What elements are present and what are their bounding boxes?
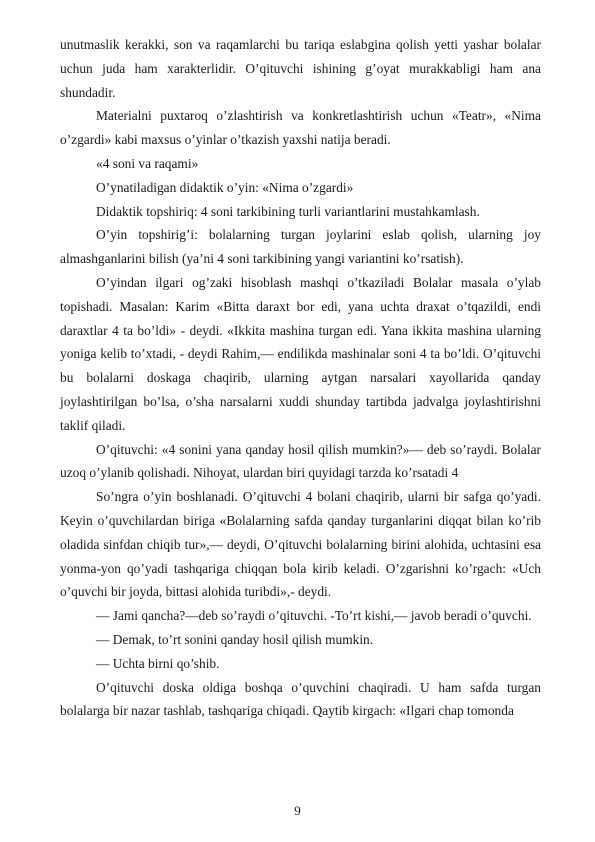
paragraph-2: Materialni puxtaroq o’zlashtirish va konkretlashtirish uchun «Teatr», «Nima o’zgardi» kabi maxsus o’yinlar o’tkazish yaxshi natija beradi. bbox=[60, 108, 541, 148]
paragraph-4: O’ynatiladigan didaktik o’yin: «Nima o’zgardi» bbox=[96, 179, 354, 195]
page-number: 9 bbox=[294, 803, 301, 818]
paragraph-9: So’ngra o’yin boshlanadi. O’qituvchi 4 bolani chaqirib, ularni bir safga qo’yadi. Keyin o’quvchilardan biriga «Bolalarning safda qanday turganlarini diqqat bilan ko’rib oladida sinfdan chiqib tur»,— deydi, O’qituvchi bolalarning birini alohida, uchtasini esa yonma-yon qo’yadi tashqariga chiqqan bola kirib keladi. O’zgarishni ko’rgach: «Uch o’quvchi bir joyda, bittasi alohida turibdi»,- deydi. bbox=[60, 489, 541, 600]
paragraph-1: unutmaslik kerakki, son va raqamlarchi bu tariqa eslabgina qolish yetti yashar bolalar uchun juda ham xarakterlidir. O’qituvchi ishining g’oyat murakkabligi ham ana shundadir. bbox=[60, 37, 541, 100]
paragraph-13: O’qituvchi doska oldiga boshqa o’quvchini chaqiradi. U ham safda turgan bolalarga bir nazar tashlab, tashqariga chiqadi. Qaytib kirgach: «Ilgari chap tomonda bbox=[60, 679, 541, 719]
paragraph-11: — Demak, to’rt sonini qanday hosil qilish mumkin. bbox=[96, 631, 374, 647]
paragraph-5: Didaktik topshiriq: 4 soni tarkibining turli variantlarini mustahkamlash. bbox=[96, 203, 480, 219]
paragraph-7: O’yindan ilgari og’zaki hisoblash mashqi o’tkaziladi Bolalar masala o’ylab topishadi. Masalan: Karim «Bitta daraxt bor edi, yana uchta draxat o’tqazildi, endi daraxtlar 4 ta bo’ldi» - deydi. «Ikkita mashina turgan edi. Yana ikkita mashina ularning yoniga kelib to’xtadi, - deydi Rahim,— endilikda mashinalar soni 4 ta bo’ldi. O’qituvchi bu bolalarni doskaga chaqirib, ularning aytgan narsalari xayollarida qanday joylashtirilgan bo’lsa, o’sha narsalarni xuddi shunday tartibda jadvalga joylashtirishni taklif qiladi. bbox=[60, 274, 541, 433]
document-body bbox=[60, 33, 541, 723]
paragraph-12: — Uchta birni qo’shib. bbox=[96, 655, 220, 671]
paragraph-8: O’qituvchi: «4 sonini yana qanday hosil qilish mumkin?»— deb so’raydi. Bolalar uzoq o’ylanib qolishadi. Nihoyat, ulardan biri quyidagi tarzda ko’rsatadi 4 bbox=[60, 441, 541, 481]
paragraph-10: — Jami qancha?—deb so’raydi o’qituvchi. -To’rt kishi,— javob beradi o’quvchi. bbox=[96, 608, 532, 624]
paragraph-6: O’yin topshirig’i: bolalarning turgan joylarini eslab qolish, ularning joy almashganlarini bilish (ya’ni 4 soni tarkibining yangi variantini ko’rsatish). bbox=[60, 227, 541, 267]
paragraph-3: «4 soni va raqami» bbox=[96, 155, 199, 171]
